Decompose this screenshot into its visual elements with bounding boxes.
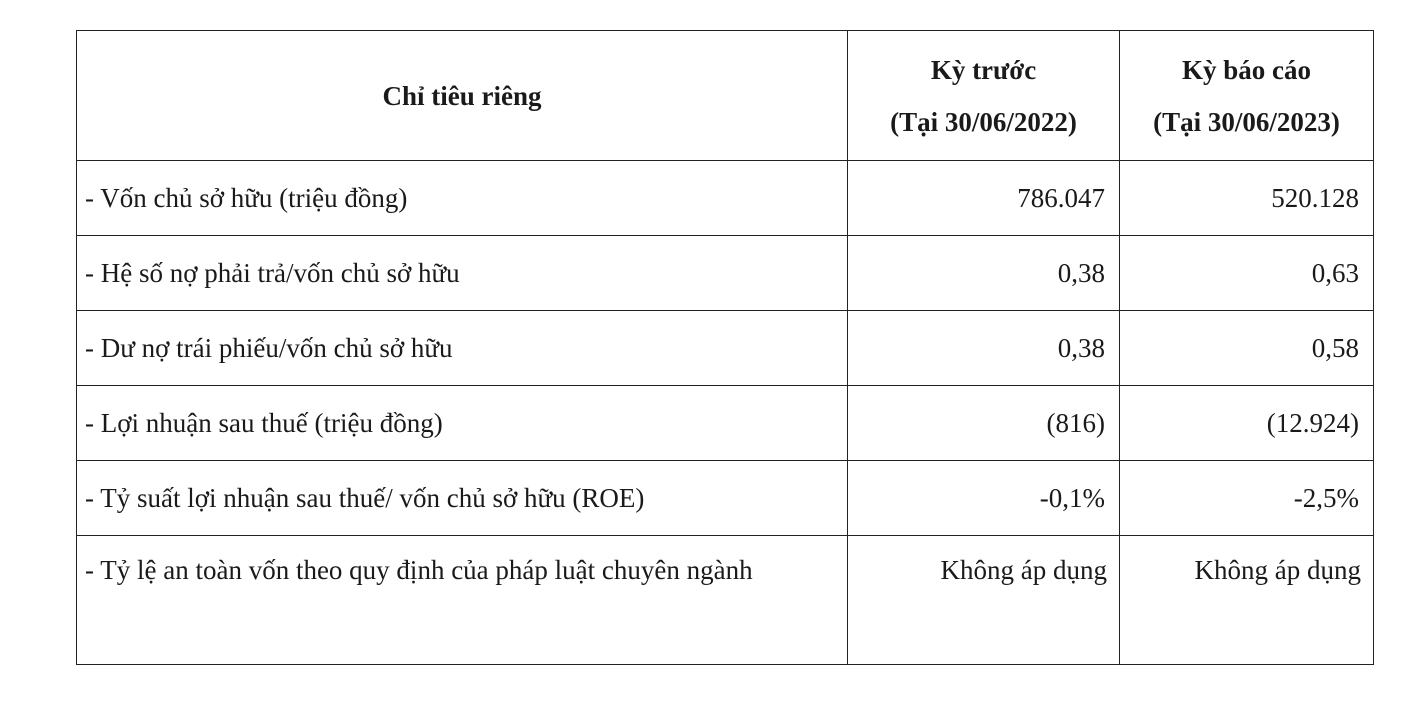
table-row — [77, 386, 1374, 461]
table-header-row — [77, 31, 1374, 161]
header-reporting-period — [1120, 31, 1374, 161]
row-current-value: 0,63 — [1120, 236, 1374, 311]
row-current-value: (12.924) — [1120, 386, 1374, 461]
row-prior-value: -0,1% — [848, 461, 1120, 536]
financial-indicators-table — [76, 30, 1374, 665]
row-label: - Tỷ suất lợi nhuận sau thuế/ vốn chủ sở hữu (ROE) — [77, 461, 848, 536]
header-prior-period-date: (Tại 30/06/2022) — [890, 106, 1077, 137]
header-prior-period — [848, 31, 1120, 161]
row-current-value: -2,5% — [1120, 461, 1374, 536]
row-prior-value: Không áp dụng — [848, 536, 1120, 665]
row-label: - Hệ số nợ phải trả/vốn chủ sở hữu — [77, 236, 848, 311]
row-label: - Dư nợ trái phiếu/vốn chủ sở hữu — [77, 311, 848, 386]
row-prior-value: 0,38 — [848, 236, 1120, 311]
row-label: - Tỷ lệ an toàn vốn theo quy định của pháp luật chuyên ngành — [77, 536, 848, 665]
row-current-value: Không áp dụng — [1120, 536, 1374, 665]
row-prior-value: (816) — [848, 386, 1120, 461]
table-row — [77, 161, 1374, 236]
header-reporting-period-title: Kỳ báo cáo — [1181, 54, 1311, 85]
table-row — [77, 536, 1374, 665]
header-reporting-period-date: (Tại 30/06/2023) — [1153, 106, 1340, 137]
row-label: - Lợi nhuận sau thuế (triệu đồng) — [77, 386, 848, 461]
row-current-value: 520.128 — [1120, 161, 1374, 236]
row-prior-value: 786.047 — [848, 161, 1120, 236]
table-row — [77, 236, 1374, 311]
row-current-value: 0,58 — [1120, 311, 1374, 386]
row-label: - Vốn chủ sở hữu (triệu đồng) — [77, 161, 848, 236]
header-indicator: Chỉ tiêu riêng — [77, 31, 848, 161]
row-prior-value: 0,38 — [848, 311, 1120, 386]
table-row — [77, 461, 1374, 536]
header-prior-period-title: Kỳ trước — [930, 54, 1037, 85]
table-row — [77, 311, 1374, 386]
